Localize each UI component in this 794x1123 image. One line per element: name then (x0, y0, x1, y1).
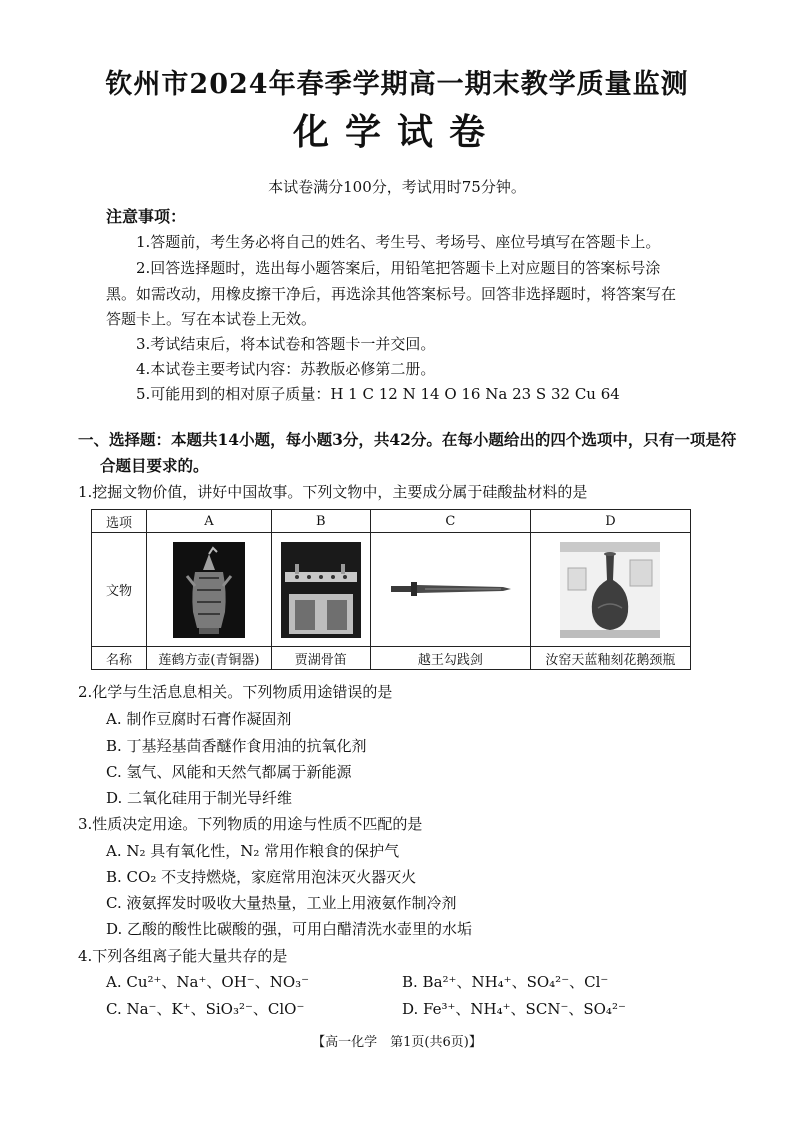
subject-title: 化学试卷 (292, 111, 501, 153)
exam-title: 钦州市2024年春季学期高一期末教学质量监测 (105, 69, 689, 100)
question-4-stem: 4.下列各组离子能大量共存的是 (78, 947, 288, 965)
notice-heading: 注意事项： (106, 207, 187, 226)
question-3-option: B. CO₂ 不支持燃烧，家庭常用泡沫灭火器灭火 (106, 868, 417, 886)
notice-item: 4.本试卷主要考试内容：苏教版必修第二册。 (136, 360, 436, 378)
question-2-option: B. 丁基羟基茴香醚作食用油的抗氧化剂 (106, 737, 367, 755)
question-3-option: A. N₂ 具有氧化性，N₂ 常用作粮食的保护气 (106, 842, 400, 860)
row-label-artifact: 文物 (92, 533, 147, 647)
artifact-a-name: 莲鹤方壶(青铜器) (147, 647, 272, 670)
page-footer: 【高一化学 第1页(共6页)】 (312, 1035, 482, 1050)
artifact-a-cell (147, 533, 272, 647)
question-2-option: D. 二氧化硅用于制光导纤维 (106, 789, 293, 807)
notice-item: 答题卡上。写在本试卷上无效。 (106, 310, 317, 328)
notice-item: 2.回答选择题时，选出每小题答案后，用铅笔把答题卡上对应题目的答案标号涂 (136, 259, 661, 277)
question-1-stem: 1.挖掘文物价值，讲好中国故事。下列文物中，主要成分属于硅酸盐材料的是 (78, 483, 588, 501)
artifact-table (91, 509, 691, 670)
question-4-option: C. Na⁻、K⁺、SiO₃²⁻、ClO⁻ (106, 1000, 305, 1018)
question-4-option: A. Cu²⁺、Na⁺、OH⁻、NO₃⁻ (106, 973, 310, 991)
option-a-header: A (147, 510, 272, 533)
bronze-sword-photo (385, 542, 515, 638)
bone-flute-photo (281, 542, 361, 638)
row-label-option: 选项 (92, 510, 147, 533)
row-label-name: 名称 (92, 647, 147, 670)
option-b-header: B (271, 510, 370, 533)
notice-item: 黑。如需改动，用橡皮擦干净后，再选涂其他答案标号。回答非选择题时，将答案写在 (106, 285, 677, 303)
question-2-option: C. 氢气、风能和天然气都属于新能源 (106, 763, 352, 781)
artifact-b-cell (271, 533, 370, 647)
question-2-stem: 2.化学与生活息息相关。下列物质用途错误的是 (78, 683, 393, 701)
artifact-c-name: 越王勾践剑 (370, 647, 530, 670)
artifact-b-name: 贾湖骨笛 (271, 647, 370, 670)
option-c-header: C (370, 510, 530, 533)
notice-item: 1.答题前，考生务必将自己的姓名、考生号、考场号、座位号填写在答题卡上。 (136, 233, 661, 251)
question-3-option: C. 液氨挥发时吸收大量热量，工业上用液氨作制冷剂 (106, 894, 457, 912)
porcelain-vase-photo (560, 542, 660, 638)
artifact-d-name: 汝窑天蓝釉刻花鹅颈瓶 (530, 647, 690, 670)
artifact-d-cell (530, 533, 690, 647)
notice-item: 5.可能用到的相对原子质量：H 1 C 12 N 14 O 16 Na 23 S 32 Cu 64 (136, 385, 620, 403)
question-4-option: B. Ba²⁺、NH₄⁺、SO₄²⁻、Cl⁻ (402, 973, 609, 991)
bronze-vessel-photo (173, 542, 245, 638)
question-3-option: D. 乙酸的酸性比碳酸的强，可用白醋清洗水壶里的水垢 (106, 920, 473, 938)
option-d-header: D (530, 510, 690, 533)
section-heading-cont: 合题目要求的。 (100, 456, 209, 475)
section-heading: 一、选择题：本题共14小题，每小题3分，共42分。在每小题给出的四个选项中，只有一项是符 (78, 430, 737, 449)
artifact-c-cell (370, 533, 530, 647)
notice-item: 3.考试结束后，将本试卷和答题卡一并交回。 (136, 335, 436, 353)
question-2-option: A. 制作豆腐时石膏作凝固剂 (106, 710, 292, 728)
question-4-option: D. Fe³⁺、NH₄⁺、SCN⁻、SO₄²⁻ (402, 1000, 626, 1018)
question-3-stem: 3.性质决定用途。下列物质的用途与性质不匹配的是 (78, 815, 423, 833)
exam-info: 本试卷满分100分，考试用时75分钟。 (268, 178, 526, 196)
